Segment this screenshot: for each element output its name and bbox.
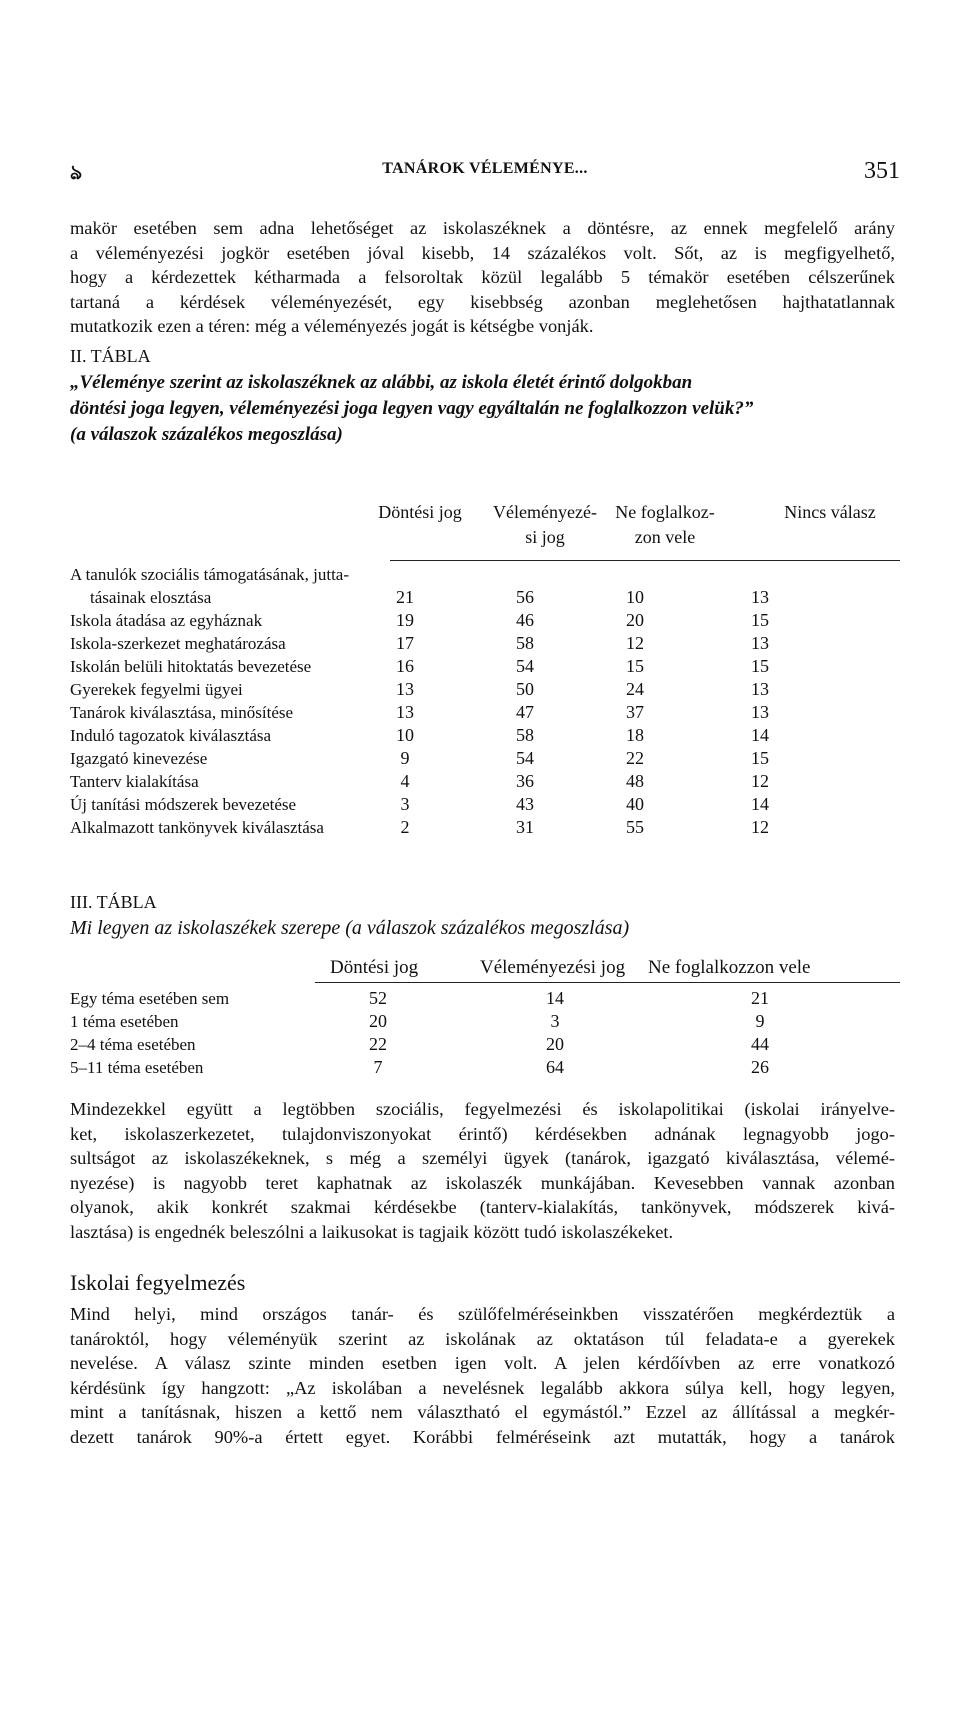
row-label: Iskolán belüli hitoktatás bevezetése [70,657,312,676]
table-row [70,816,900,839]
cell-value: 43 [516,794,534,814]
cell-value: 36 [516,771,534,791]
cell-value: 9 [755,1011,765,1031]
cell-value: 56 [516,587,534,607]
table2-col-header: Ne foglalkoz- zon vele [615,502,715,547]
table2-caption-line: döntési joga legyen, véleményezési joga legyen vagy egyáltalán ne foglalkozzon velük?” [70,398,754,419]
table-row [70,793,900,816]
cell-value: 55 [626,817,644,837]
cell-value: 19 [396,610,414,630]
text-line: dezett tanárok 90%-a értett egyet. Korábbi felméréseink azt mutatták, hogy a tanárok [70,1426,895,1447]
table2-col-header: Döntési jog [378,502,462,522]
cell-value: 14 [751,794,769,814]
cell-value: 15 [751,748,769,768]
cell-value: 12 [626,633,644,653]
text-line: mutatkozik ezen a téren: még a véleményezés jogát is kétségbe vonják. [70,316,594,336]
text-line: hogy a kérdezettek kétharmada a felsoroltak közül legalább 5 témakör esetében célszerűnek [70,267,895,287]
cell-value: 44 [751,1034,769,1054]
paragraph-intro [70,216,895,339]
section-heading: Iskolai fegyelmezés [70,1270,246,1295]
table-row [70,655,900,678]
table-row [70,770,900,793]
table2-label: II. TÁBLA [70,346,151,366]
row-label: 1 téma esetében [70,1012,179,1031]
cell-value: 22 [369,1034,387,1054]
table-row [70,724,900,747]
cell-value: 47 [516,702,534,722]
cell-value: 20 [626,610,644,630]
table3-col-header: Ne foglalkozzon vele [648,957,811,978]
table2-caption-line: (a válaszok százalékos megoszlása) [70,424,343,445]
text-line: lasztása) is engednék beleszólni a laikusokat is tagjaik között tudó iskolaszékeket. [70,1221,674,1242]
cell-value: 12 [751,817,769,837]
text-line: sultságot az iskolaszékeknek, s még a személyi ügyek (tanárok, igazgató kiválasztása, vélemé- [70,1148,895,1168]
table-row [70,1056,900,1079]
text-line: nyezése) is nagyobb teret kaphatnak az iskolaszék munkájában. Kevesebben vannak azonban [70,1172,895,1193]
table-row [70,987,900,1010]
cell-value: 7 [373,1057,383,1077]
table-row [70,1010,900,1033]
cell-value: 22 [626,748,644,768]
cell-value: 13 [751,587,769,607]
text-line: mint a tanításnak, hiszen a kettő nem választható el egymástól.” Ezzel az állítással a megkér- [70,1402,895,1422]
cell-value: 3 [400,794,410,814]
cell-value: 20 [369,1011,387,1031]
table3-caption: Mi legyen az iskolaszékek szerepe (a válaszok százalékos megoszlása) [70,917,630,939]
cell-value: 13 [751,633,769,653]
row-label: Alkalmazott tankönyvek kiválasztása [70,818,324,837]
cell-value: 17 [396,633,414,653]
text-line: a véleményezési jogkör esetében jóval kisebb, 14 százalékos volt. Sőt, az is megfigyelhető, [70,242,895,263]
table-row [70,609,900,632]
cell-value: 9 [400,748,410,768]
cell-value: 64 [546,1057,564,1077]
cell-value: 58 [516,633,534,653]
table-row [70,1033,900,1056]
cell-value: 21 [396,587,414,607]
row-label: Iskola-szerkezet meghatározása [70,634,286,653]
cell-value: 16 [396,656,414,676]
page-number: 351 [864,158,900,184]
table3-label: III. TÁBLA [70,892,157,912]
text-line: tanároktól, hogy véleményük szerint az iskolának az oktatáson túl feladata-e a gyerekek [70,1328,895,1349]
text-line: Mind helyi, mind országos tanár- és szülőfelméréseinkben visszatérően megkérdeztük a [70,1304,895,1324]
cell-value: 14 [546,988,564,1008]
row-label: Tanárok kiválasztása, minősítése [70,703,294,722]
cell-value: 21 [751,988,769,1008]
cell-value: 15 [751,656,769,676]
cell-value: 48 [626,771,644,791]
cell-value: 58 [516,725,534,745]
paragraph-summary [70,1097,895,1244]
text-line: nevelése. A válasz szinte minden esetben igen volt. A jelen kérdőívben az erre vonatkozó [70,1353,895,1373]
table3-col-header: Véleményezési jog [480,957,626,978]
text-line: olyanok, akik konkrét szakmai kérdésekbe (tanterv-kialakítás, tankönyvek, módszerek kivá- [70,1197,895,1217]
cell-value: 40 [626,794,644,814]
cell-value: 20 [546,1034,564,1054]
row-label: Tanterv kialakítása [70,772,199,791]
table3-col-header: Döntési jog [330,957,419,978]
table-row [70,632,900,655]
cell-value: 54 [516,656,534,676]
cell-value: 4 [400,771,410,791]
row-label: Gyerekek fegyelmi ügyei [70,680,243,699]
cell-value: 2 [400,817,410,837]
cell-value: 50 [516,679,534,699]
row-label: Induló tagozatok kiválasztása [70,726,272,745]
running-header [70,158,900,188]
cell-value: 10 [396,725,414,745]
text-line: kérdésünk így hangzott: „Az iskolában a nevelésnek legalább akkora súlya kell, hogy legyen, [70,1377,895,1398]
cell-value: 10 [626,587,644,607]
cell-value: 52 [369,988,387,1008]
table-row [70,701,900,724]
table3-header-rule [315,982,900,983]
cell-value: 13 [396,702,414,722]
cell-value: 54 [516,748,534,768]
cell-value: 15 [626,656,644,676]
cell-value: 18 [626,725,644,745]
cell-value: 24 [626,679,644,699]
row-label: Igazgató kinevezése [70,749,208,768]
table2-header-rule [390,560,900,561]
row-label: Iskola átadása az egyháznak [70,611,263,630]
text-line: Mindezekkel együtt a legtöbben szociális, fegyelmezési és iskolapolitikai (iskolai irányelve- [70,1099,895,1119]
cell-value: 13 [751,702,769,722]
row-label: 2–4 téma esetében [70,1035,196,1054]
cell-value: 14 [751,725,769,745]
cell-value: 46 [516,610,534,630]
cell-value: 12 [751,771,769,791]
table2-caption-line: „Véleménye szerint az iskolaszéknek az alábbi, az iskola életét érintő dolgokban [70,372,693,393]
cell-value: 37 [626,702,644,722]
cell-value: 13 [751,679,769,699]
cell-value: 26 [751,1057,769,1077]
text-line: ket, iskolaszerkezetet, tulajdonviszonyokat érintő) kérdésekben adnának legnagyobb jogo- [70,1123,895,1144]
cell-value: 31 [516,817,534,837]
text-line: tartaná a kérdések véleményezését, egy kisebbség azonban meglehetősen hajthatatlannak [70,291,895,312]
row-label: Új tanítási módszerek bevezetése [70,795,297,814]
cell-value: 15 [751,610,769,630]
cell-value: 13 [396,679,414,699]
row-label: 5–11 téma esetében [70,1058,204,1077]
table2-caption [70,370,900,448]
row-label: A tanulók szociális támogatásának, jutta- [70,565,350,584]
table2-col-header: Véleményezé- si jog [493,502,597,547]
text-line: makör esetében sem adna lehetőséget az iskolaszéknek a döntésre, az ennek megfelelő arány [70,218,895,238]
ornament-icon: ঌ [70,162,83,184]
table-row [70,678,900,701]
paragraph-discipline [70,1302,895,1449]
row-label: tásainak elosztása [90,588,212,607]
cell-value: 3 [550,1011,560,1031]
running-title: TANÁROK VÉLEMÉNYE... [382,160,588,177]
table-row [70,747,900,770]
table-row [70,563,900,609]
row-label: Egy téma esetében sem [70,989,230,1008]
table2-col-header: Nincs válasz [784,502,876,522]
